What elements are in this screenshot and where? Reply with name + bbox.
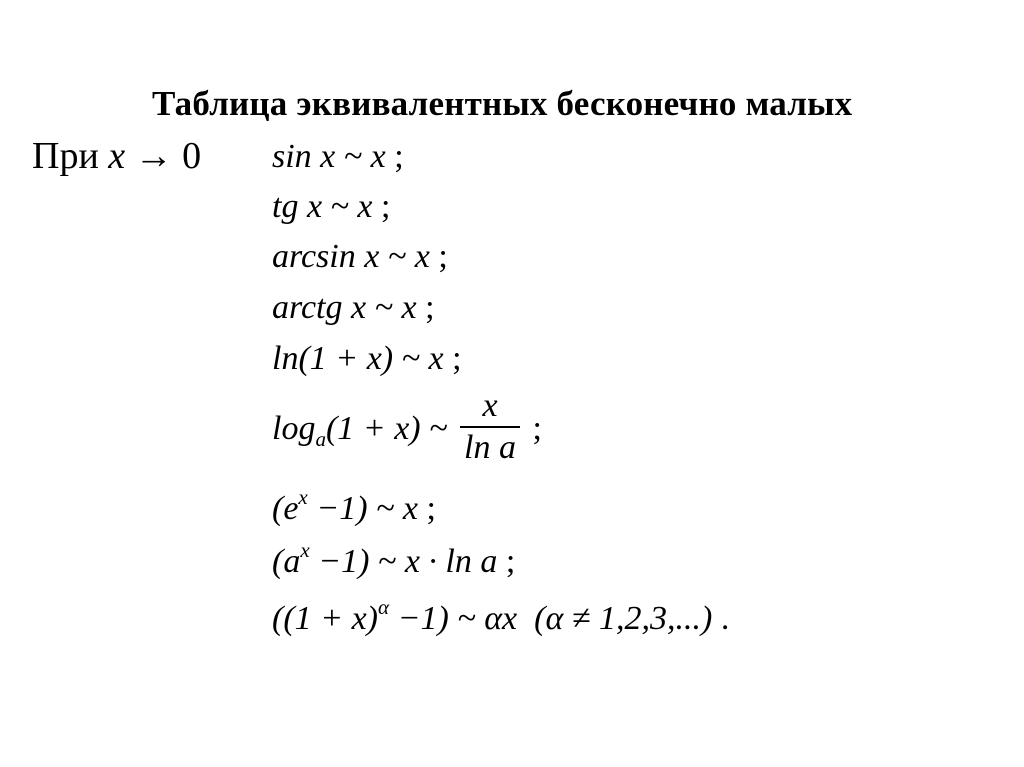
condition-prefix: При bbox=[32, 135, 99, 177]
formula-open: (a bbox=[272, 543, 301, 580]
formula-end: . bbox=[720, 600, 730, 637]
formula-end: ; bbox=[532, 409, 542, 447]
formula-condition: (α ≠ 1,2,3,...) bbox=[534, 600, 713, 637]
formula-text: arcsin x ~ x bbox=[272, 238, 430, 275]
formula-log-base: a bbox=[315, 426, 326, 451]
fraction-numerator: x bbox=[460, 388, 520, 428]
formula-binomial bbox=[272, 595, 730, 638]
formula-end: ; bbox=[381, 188, 391, 225]
formula-rest: −1) ~ x bbox=[307, 490, 419, 527]
formula-end: ; bbox=[426, 490, 436, 527]
formula-text: ln(1 + x) ~ x bbox=[272, 340, 444, 377]
formula-power-a bbox=[272, 538, 516, 581]
limit-condition bbox=[32, 134, 201, 178]
formula-arcsin bbox=[272, 238, 448, 276]
formula-exponent: α bbox=[378, 595, 390, 619]
formula-open: ((1 + x) bbox=[272, 600, 379, 637]
formula-log-arg: (1 + x) bbox=[325, 409, 421, 447]
page-title: Таблица эквивалентных бесконечно малых bbox=[152, 84, 853, 123]
formula-log-name: log bbox=[272, 409, 316, 447]
formula-log-fraction bbox=[460, 388, 520, 466]
formula-text: sin x ~ x bbox=[272, 138, 386, 175]
formula-text: tg x ~ x bbox=[272, 188, 373, 225]
formula-end: ; bbox=[505, 543, 516, 580]
formula-log bbox=[272, 387, 542, 470]
condition-variable: x bbox=[108, 135, 126, 177]
formula-end: ; bbox=[394, 138, 404, 175]
formula-sin bbox=[272, 138, 404, 176]
formula-ln bbox=[272, 340, 462, 378]
condition-limit: 0 bbox=[182, 135, 202, 177]
formula-exp bbox=[272, 485, 436, 528]
fraction-denominator: ln a bbox=[464, 429, 516, 466]
formula-open: (e bbox=[272, 490, 299, 527]
formula-end: ; bbox=[438, 238, 448, 275]
formula-exponent: x bbox=[298, 485, 308, 509]
formula-log-rel: ~ bbox=[429, 409, 448, 447]
formula-end: ; bbox=[452, 340, 462, 377]
formula-tg bbox=[272, 188, 390, 226]
formula-exponent: x bbox=[300, 538, 310, 562]
formula-rest: −1) ~ αx bbox=[389, 600, 518, 637]
formula-text: arctg x ~ x bbox=[272, 289, 417, 326]
formula-end: ; bbox=[425, 289, 435, 326]
formula-arctg bbox=[272, 289, 435, 327]
formula-rest: −1) ~ x · ln a bbox=[309, 543, 498, 580]
condition-arrow: → bbox=[134, 135, 173, 177]
